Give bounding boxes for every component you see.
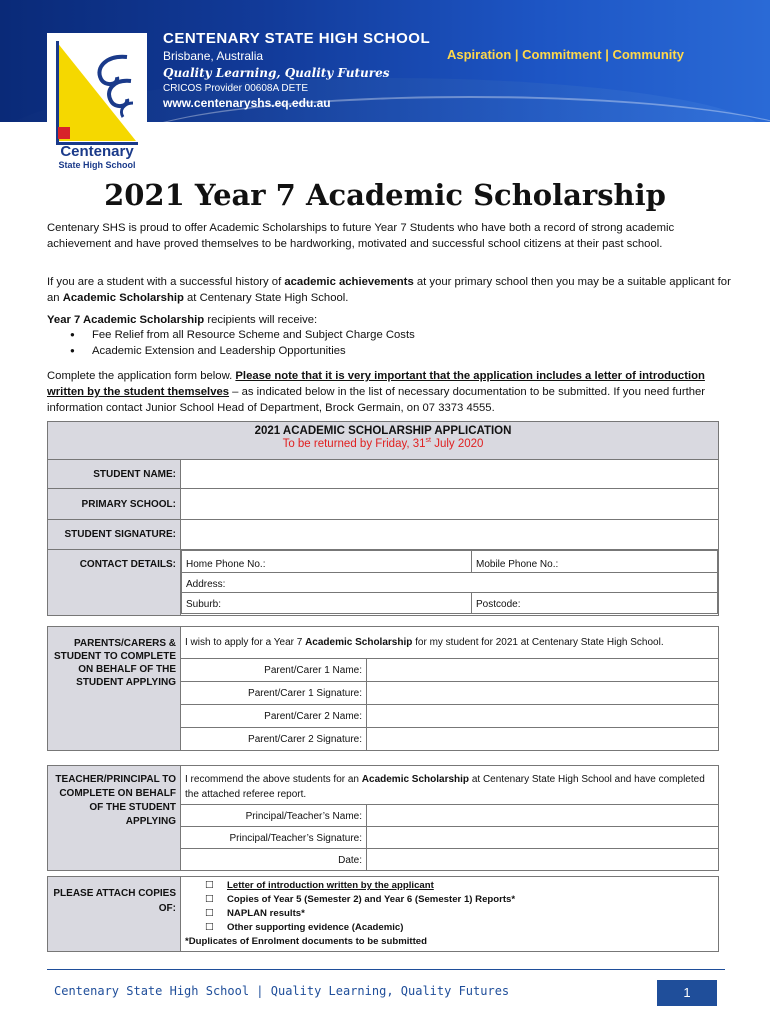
header-text-block [163, 30, 430, 110]
parents-statement-a: I wish to apply for a Year 7 [185, 637, 306, 648]
attach-item-3 [185, 907, 714, 921]
parent1-signature-label: Parent/Carer 1 Signature: [181, 681, 367, 704]
cricos-provider: CRICOS Provider 00608A DETE [163, 83, 309, 94]
parents-statement-c: for my student for 2021 at Centenary State High School. [412, 637, 664, 648]
parent1-signature-field[interactable] [367, 681, 719, 704]
return-date [52, 437, 714, 450]
attach-label: PLEASE ATTACH COPIES OF: [48, 877, 181, 952]
suburb-field[interactable]: Suburb: [182, 593, 472, 614]
school-url: www.centenaryshs.eq.edu.au [163, 96, 331, 110]
home-phone-field[interactable]: Home Phone No.: [182, 551, 472, 573]
attach-item-1 [185, 879, 714, 893]
school-logo [47, 33, 147, 173]
date-field[interactable] [367, 849, 719, 871]
mobile-phone-field[interactable]: Mobile Phone No.: [472, 551, 718, 573]
teacher-statement-c: at Centenary State High School and have completed the attached referee report. [185, 774, 705, 800]
parents-statement [181, 627, 719, 659]
postcode-field[interactable]: Postcode: [472, 593, 718, 614]
attach-item-4-text: Other supporting evidence (Academic) [227, 922, 404, 933]
contact-details-cell [181, 550, 719, 616]
logo-name: Centenary [60, 143, 134, 160]
attach-item-2-text: Copies of Year 5 (Semester 2) and Year 6 (Semester 1) Reports* [227, 894, 516, 905]
contact-details-label: CONTACT DETAILS: [48, 550, 181, 616]
checkbox-icon[interactable]: ☐ [205, 880, 214, 891]
parent2-signature-field[interactable] [367, 727, 719, 750]
attach-item-2 [185, 893, 714, 907]
intro-paragraph: Centenary SHS is proud to offer Academic Scholarships to future Year 7 Students who have both a record of strong academic achievement and have proved themselves to be hardworking, motivated and successful school citizens at their past school. [47, 222, 675, 250]
contact-grid [181, 550, 718, 614]
teacher-statement-bold: Academic Scholarship [361, 774, 470, 785]
parent1-name-label: Parent/Carer 1 Name: [181, 658, 367, 681]
eligibility-paragraph [47, 274, 737, 306]
page-title: 2021 Year 7 Academic Scholarship [104, 178, 666, 212]
parents-label: PARENTS/CARERS & STUDENT TO COMPLETE ON BEHALF OF THE STUDENT APPLYING [48, 627, 181, 751]
school-location: Brisbane, Australia [163, 49, 264, 63]
parent2-name-label: Parent/Carer 2 Name: [181, 704, 367, 727]
attach-item-4 [185, 921, 714, 935]
teacher-statement-a: I recommend the above students for an [185, 774, 362, 785]
attach-list-cell [181, 877, 719, 952]
return-date-pre: To be returned by Friday, 31 [282, 437, 426, 450]
form-heading-cell [48, 422, 719, 460]
para2-text-e: at Centenary State High School. [183, 292, 349, 304]
student-name-field[interactable] [181, 460, 719, 489]
logo-swirl-icon [87, 51, 137, 121]
logo-subtitle: State High School [58, 160, 136, 170]
school-motto: Quality Learning, Quality Futures [163, 66, 390, 80]
instructions-paragraph [47, 368, 737, 416]
para2-text-c: at your primary school then you may be a suitable applicant for an [47, 276, 731, 304]
teacher-section [47, 765, 719, 871]
checkbox-icon[interactable]: ☐ [205, 922, 214, 933]
logo-red-square-icon [58, 127, 70, 139]
checkbox-icon[interactable]: ☐ [205, 908, 214, 919]
benefits-list [70, 327, 415, 359]
attach-note: *Duplicates of Enrolment documents to be submitted [185, 936, 427, 947]
list-item: ● Academic Extension and Leadership Opportunities [70, 343, 415, 359]
para2-bold-scholarship: Academic Scholarship [62, 292, 184, 304]
student-signature-field[interactable] [181, 520, 719, 550]
primary-school-label: PRIMARY SCHOOL: [48, 489, 181, 520]
parent2-name-field[interactable] [367, 704, 719, 727]
date-label: Date: [181, 849, 367, 871]
para3-important-note: Please note that it is very important that the application includes a letter of introduction written by the student themselves [47, 370, 705, 398]
form-heading: 2021 ACADEMIC SCHOLARSHIP APPLICATION [254, 425, 512, 437]
para2-text-a: If you are a student with a successful history of [47, 276, 285, 288]
page-number: 1 [657, 980, 717, 1006]
parent2-signature-label: Parent/Carer 2 Signature: [181, 727, 367, 750]
teacher-name-field[interactable] [367, 805, 719, 827]
return-date-post: July 2020 [431, 437, 484, 450]
teacher-signature-label: Principal/Teacher’s Signature: [181, 827, 367, 849]
attach-item-1-text: Letter of introduction written by the applicant [227, 880, 434, 891]
receive-paragraph [47, 312, 737, 328]
return-date-sup: st [425, 437, 431, 444]
checkbox-icon[interactable]: ☐ [205, 894, 214, 905]
school-name: CENTENARY STATE HIGH SCHOOL [163, 30, 431, 47]
primary-school-field[interactable] [181, 489, 719, 520]
teacher-label: TEACHER/PRINCIPAL TO COMPLETE ON BEHALF OF THE STUDENT APPLYING [48, 766, 181, 871]
teacher-signature-field[interactable] [367, 827, 719, 849]
school-values: Aspiration | Commitment | Community [447, 47, 684, 62]
teacher-statement [181, 766, 719, 805]
receive-rest: recipients will receive: [204, 314, 318, 326]
student-name-label: STUDENT NAME: [48, 460, 181, 489]
footer-text: Centenary State High School | Quality Learning, Quality Futures [54, 984, 510, 998]
application-form [47, 421, 719, 616]
student-signature-label: STUDENT SIGNATURE: [48, 520, 181, 550]
list-item: ● Fee Relief from all Resource Scheme and Subject Charge Costs [70, 327, 415, 343]
address-field[interactable]: Address: [182, 573, 718, 593]
teacher-name-label: Principal/Teacher’s Name: [181, 805, 367, 827]
attach-item-3-text: NAPLAN results* [227, 908, 305, 919]
attach-section [47, 876, 719, 952]
parents-statement-bold: Academic Scholarship [305, 637, 413, 648]
parents-section [47, 626, 719, 751]
para3-text-a: Complete the application form below. [47, 370, 236, 382]
para2-bold-achievements: academic achievements [284, 276, 414, 288]
parent1-name-field[interactable] [367, 658, 719, 681]
para3-text-c: – as indicated below in the list of necessary documentation to be submitted. If you need further information contact Junior School Head of Department, Brock Germain, on 07 3373 4555. [47, 386, 706, 414]
page-footer [47, 969, 725, 1007]
receive-bold: Year 7 Academic Scholarship [47, 314, 205, 326]
